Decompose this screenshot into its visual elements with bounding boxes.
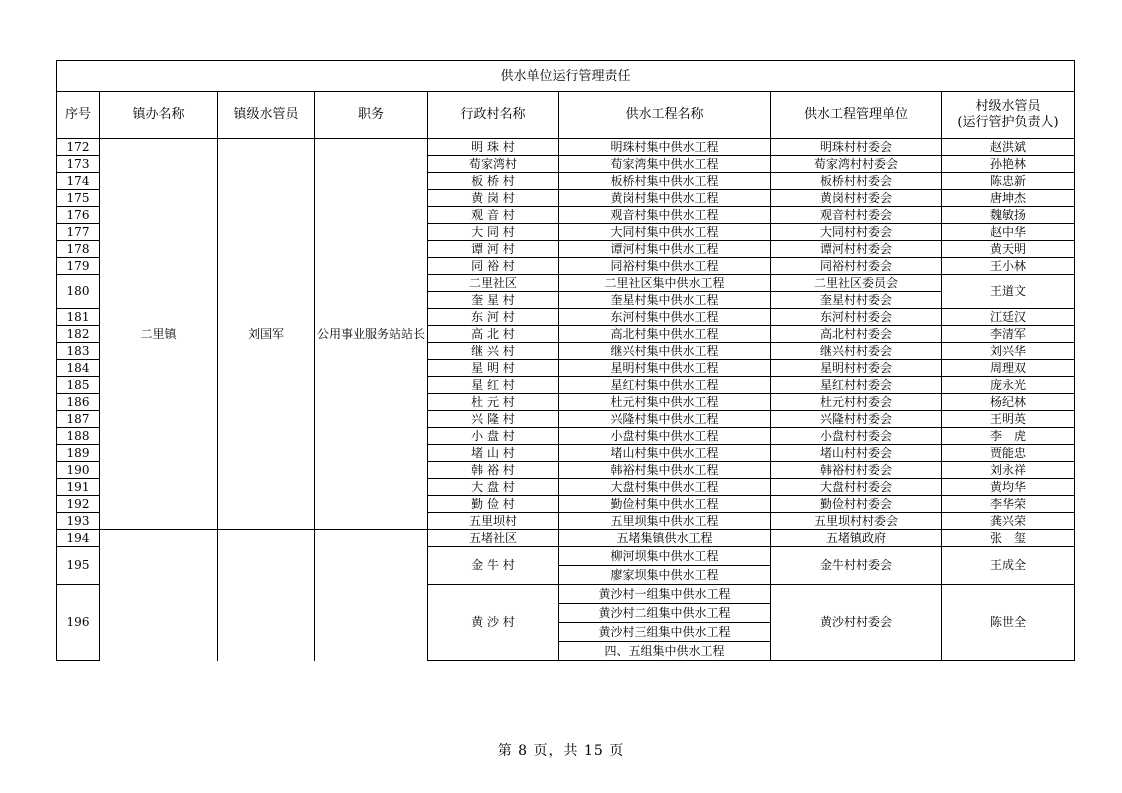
water-project-name: 四、五组集中供水工程 <box>559 642 771 661</box>
village-water-manager: 李 虎 <box>942 428 1075 445</box>
village-name: 兴 隆 村 <box>428 411 559 428</box>
management-unit: 韩裕村村委会 <box>771 462 942 479</box>
table-title: 供水单位运行管理责任 <box>57 61 1075 92</box>
village-water-manager: 陈忠新 <box>942 173 1075 190</box>
village-water-manager: 陈世全 <box>942 585 1075 661</box>
water-project-name: 东河村集中供水工程 <box>559 309 771 326</box>
management-unit: 高北村村委会 <box>771 326 942 343</box>
village-water-manager: 杨纪林 <box>942 394 1075 411</box>
water-project-name: 杜元村集中供水工程 <box>559 394 771 411</box>
row-no: 181 <box>57 309 100 326</box>
manager-position: 公用事业服务站站长 <box>315 139 428 530</box>
header-village: 行政村名称 <box>428 92 559 139</box>
management-unit: 堵山村村委会 <box>771 445 942 462</box>
row-no: 182 <box>57 326 100 343</box>
row-no: 187 <box>57 411 100 428</box>
village-name: 继 兴 村 <box>428 343 559 360</box>
row-no: 177 <box>57 224 100 241</box>
row-no: 173 <box>57 156 100 173</box>
water-project-name: 五堵集镇供水工程 <box>559 530 771 547</box>
water-project-name: 堵山村集中供水工程 <box>559 445 771 462</box>
management-unit: 兴隆村村委会 <box>771 411 942 428</box>
village-name: 黄 沙 村 <box>428 585 559 661</box>
village-name: 金 牛 村 <box>428 547 559 585</box>
village-name: 小 盘 村 <box>428 428 559 445</box>
management-unit: 杜元村村委会 <box>771 394 942 411</box>
town-name-empty <box>100 530 218 661</box>
village-water-manager: 王成全 <box>942 547 1075 585</box>
village-name: 黄 岗 村 <box>428 190 559 207</box>
village-name: 勤 俭 村 <box>428 496 559 513</box>
management-unit: 观音村村委会 <box>771 207 942 224</box>
water-project-name: 黄沙村二组集中供水工程 <box>559 604 771 623</box>
water-project-name: 小盘村集中供水工程 <box>559 428 771 445</box>
row-no: 180 <box>57 275 100 309</box>
water-project-name: 板桥村集中供水工程 <box>559 173 771 190</box>
water-project-name: 大同村集中供水工程 <box>559 224 771 241</box>
village-water-manager: 李清军 <box>942 326 1075 343</box>
header-village-manager-line2: (运行管护负责人) <box>957 115 1059 130</box>
village-name: 韩 裕 村 <box>428 462 559 479</box>
village-water-manager: 黄均华 <box>942 479 1075 496</box>
row-no: 193 <box>57 513 100 530</box>
row-no: 183 <box>57 343 100 360</box>
management-unit: 板桥村村委会 <box>771 173 942 190</box>
management-unit: 星红村村委会 <box>771 377 942 394</box>
village-name: 荀家湾村 <box>428 156 559 173</box>
row-no: 172 <box>57 139 100 156</box>
village-water-manager: 王道文 <box>942 275 1075 309</box>
village-name: 星 红 村 <box>428 377 559 394</box>
village-water-manager: 魏敏扬 <box>942 207 1075 224</box>
management-unit: 五里坝村村委会 <box>771 513 942 530</box>
water-project-name: 黄沙村一组集中供水工程 <box>559 585 771 604</box>
village-name: 谭 河 村 <box>428 241 559 258</box>
management-unit: 五堵镇政府 <box>771 530 942 547</box>
management-unit: 大同村村委会 <box>771 224 942 241</box>
header-village-manager-line1: 村级水管员 <box>975 99 1041 114</box>
village-name: 高 北 村 <box>428 326 559 343</box>
row-no: 191 <box>57 479 100 496</box>
village-name: 堵 山 村 <box>428 445 559 462</box>
village-name: 五里坝村 <box>428 513 559 530</box>
village-name: 同 裕 村 <box>428 258 559 275</box>
village-water-manager: 王明英 <box>942 411 1075 428</box>
water-project-name: 大盘村集中供水工程 <box>559 479 771 496</box>
row-no: 186 <box>57 394 100 411</box>
village-name: 明 珠 村 <box>428 139 559 156</box>
water-project-name: 柳河坝集中供水工程 <box>559 547 771 566</box>
village-water-manager: 赵洪斌 <box>942 139 1075 156</box>
header-unit: 供水工程管理单位 <box>771 92 942 139</box>
water-project-name: 兴隆村集中供水工程 <box>559 411 771 428</box>
village-water-manager: 刘永祥 <box>942 462 1075 479</box>
row-no: 185 <box>57 377 100 394</box>
management-unit: 勤俭村村委会 <box>771 496 942 513</box>
row-no: 194 <box>57 530 100 547</box>
water-project-name: 星红村集中供水工程 <box>559 377 771 394</box>
village-water-manager: 李华荣 <box>942 496 1075 513</box>
management-unit: 二里社区委员会 <box>771 275 942 292</box>
village-name: 五堵社区 <box>428 530 559 547</box>
water-project-name: 继兴村集中供水工程 <box>559 343 771 360</box>
village-water-manager: 龚兴荣 <box>942 513 1075 530</box>
management-unit: 谭河村村委会 <box>771 241 942 258</box>
management-unit: 黄岗村村委会 <box>771 190 942 207</box>
village-water-manager: 刘兴华 <box>942 343 1075 360</box>
row-no: 174 <box>57 173 100 190</box>
management-unit: 荀家湾村村委会 <box>771 156 942 173</box>
page-footer: 第 8 页，共 15 页 <box>497 743 625 759</box>
management-unit: 小盘村村委会 <box>771 428 942 445</box>
management-unit: 金牛村村委会 <box>771 547 942 585</box>
manager-position-empty <box>315 530 428 661</box>
management-unit: 黄沙村村委会 <box>771 585 942 661</box>
village-water-manager: 王小林 <box>942 258 1075 275</box>
table-row <box>57 530 1075 547</box>
water-project-name: 高北村集中供水工程 <box>559 326 771 343</box>
village-water-manager: 黄天明 <box>942 241 1075 258</box>
village-water-manager: 庞永光 <box>942 377 1075 394</box>
town-name: 二里镇 <box>100 139 218 530</box>
village-water-manager: 孙艳林 <box>942 156 1075 173</box>
village-name: 观 音 村 <box>428 207 559 224</box>
village-name: 板 桥 村 <box>428 173 559 190</box>
management-unit: 明珠村村委会 <box>771 139 942 156</box>
header-position: 职务 <box>315 92 428 139</box>
header-town-manager: 镇级水管员 <box>218 92 315 139</box>
water-supply-table <box>56 60 1075 661</box>
management-unit: 继兴村村委会 <box>771 343 942 360</box>
village-name: 星 明 村 <box>428 360 559 377</box>
row-no: 196 <box>57 585 100 661</box>
header-town: 镇办名称 <box>100 92 218 139</box>
village-water-manager: 周理双 <box>942 360 1075 377</box>
water-project-name: 廖家坝集中供水工程 <box>559 566 771 585</box>
row-no: 195 <box>57 547 100 585</box>
row-no: 189 <box>57 445 100 462</box>
water-project-name: 观音村集中供水工程 <box>559 207 771 224</box>
header-project: 供水工程名称 <box>559 92 771 139</box>
town-water-manager-empty <box>218 530 315 661</box>
water-project-name: 谭河村集中供水工程 <box>559 241 771 258</box>
row-no: 184 <box>57 360 100 377</box>
management-unit: 大盘村村委会 <box>771 479 942 496</box>
row-no: 192 <box>57 496 100 513</box>
row-no: 188 <box>57 428 100 445</box>
row-no: 190 <box>57 462 100 479</box>
row-no: 175 <box>57 190 100 207</box>
header-village-manager <box>942 92 1075 139</box>
village-name: 奎 星 村 <box>428 292 559 309</box>
management-unit: 奎星村村委会 <box>771 292 942 309</box>
town-water-manager: 刘国军 <box>218 139 315 530</box>
water-project-name: 韩裕村集中供水工程 <box>559 462 771 479</box>
water-project-name: 明珠村集中供水工程 <box>559 139 771 156</box>
row-no: 176 <box>57 207 100 224</box>
village-name: 杜 元 村 <box>428 394 559 411</box>
water-project-name: 荀家湾集中供水工程 <box>559 156 771 173</box>
village-name: 东 河 村 <box>428 309 559 326</box>
village-name: 大 同 村 <box>428 224 559 241</box>
water-project-name: 同裕村集中供水工程 <box>559 258 771 275</box>
village-name: 二里社区 <box>428 275 559 292</box>
water-project-name: 二里社区集中供水工程 <box>559 275 771 292</box>
village-water-manager: 江廷汉 <box>942 309 1075 326</box>
row-no: 178 <box>57 241 100 258</box>
table-row <box>57 139 1075 156</box>
management-unit: 星明村村委会 <box>771 360 942 377</box>
water-project-name: 奎星村集中供水工程 <box>559 292 771 309</box>
water-project-name: 星明村集中供水工程 <box>559 360 771 377</box>
water-project-name: 五里坝集中供水工程 <box>559 513 771 530</box>
management-unit: 东河村村委会 <box>771 309 942 326</box>
village-water-manager: 张 玺 <box>942 530 1075 547</box>
water-project-name: 黄沙村三组集中供水工程 <box>559 623 771 642</box>
water-project-name: 勤俭村集中供水工程 <box>559 496 771 513</box>
village-water-manager: 唐坤杰 <box>942 190 1075 207</box>
water-project-name: 黄岗村集中供水工程 <box>559 190 771 207</box>
header-no: 序号 <box>57 92 100 139</box>
village-name: 大 盘 村 <box>428 479 559 496</box>
village-water-manager: 赵中华 <box>942 224 1075 241</box>
row-no: 179 <box>57 258 100 275</box>
management-unit: 同裕村村委会 <box>771 258 942 275</box>
village-water-manager: 贾能忠 <box>942 445 1075 462</box>
